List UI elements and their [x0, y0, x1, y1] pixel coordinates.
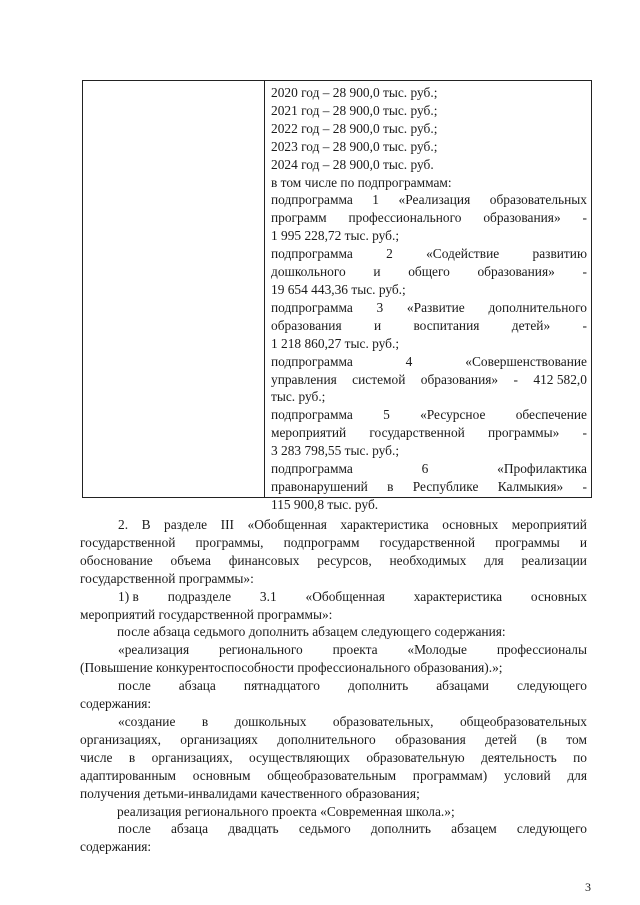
subprogram-5-amount: 3 283 798,55 тыс. руб.;: [271, 443, 400, 459]
quote-3: реализация регионального проекта «Современная школа.»;: [117, 803, 455, 819]
quote-2-line-2: организациях, организациях дополнительного образования детей (в том: [80, 731, 587, 747]
subprogram-1-amount: 1 995 228,72 тыс. руб.;: [271, 228, 400, 244]
subprogram-5-line-2: мероприятий государственной программы» -: [271, 425, 587, 441]
subprogram-4-line-1: подпрограмма 4 «Совершенствование: [271, 353, 587, 369]
subprogram-6-line-1: подпрограмма 6 «Профилактика: [271, 461, 587, 477]
table-left-cell: [83, 81, 264, 497]
quote-line-1: «реализация регионального проекта «Молодые профессионалы: [118, 642, 587, 658]
table-right-cell: [271, 84, 587, 514]
instruction-line-1: после абзаца пятнадцатого дополнить абзацами следующего: [118, 678, 587, 694]
subprogram-1-line-2: программ профессионального образования» -: [271, 210, 587, 226]
amendment-text: [80, 516, 587, 856]
subitem-1-line-2: мероприятий государственной программы»:: [80, 606, 333, 622]
instruction-3-line-2: содержания:: [80, 839, 152, 855]
funding-line: 2022 год – 28 900,0 тыс. руб.;: [271, 120, 438, 136]
funding-line: 2023 год – 28 900,0 тыс. руб.;: [271, 138, 438, 154]
funding-line: 2021 год – 28 900,0 тыс. руб.;: [271, 102, 438, 118]
quote-2-line-3: числе в организациях, осуществляющих образовательную деятельность по: [80, 749, 587, 765]
subprogram-5-line-1: подпрограмма 5 «Ресурсное обеспечение: [271, 407, 587, 423]
paragraph-2-line-2: государственной программы, подпрограмм государственной программы и: [80, 534, 587, 550]
subprogram-4-line-2: управления системой образования» - 412 582,0: [271, 371, 587, 387]
instruction-3-line-1: после абзаца двадцать седьмого дополнить абзацем следующего: [118, 821, 587, 837]
quote-2-line-1: «создание в дошкольных образовательных, общеобразовательных: [118, 713, 587, 729]
paragraph-2-line-3: обоснование объема финансовых ресурсов, необходимых для реализации: [80, 552, 587, 568]
subprogram-2-amount: 19 654 443,36 тыс. руб.;: [271, 281, 406, 297]
subprogram-6-amount: 115 900,8 тыс. руб.: [271, 496, 379, 512]
subprogram-2-line-2: дошкольного и общего образования» -: [271, 264, 587, 280]
subitem-1-line-1: 1) в подразделе 3.1 «Обобщенная характеристика основных: [118, 588, 587, 604]
passport-table: [82, 80, 592, 512]
subprogram-6-line-2: правонарушений в Республике Калмыкия» -: [271, 478, 587, 494]
table-column-divider: [264, 81, 265, 497]
subprograms-intro: в том числе по подпрограммам:: [271, 174, 452, 190]
subprogram-3-amount: 1 218 860,27 тыс. руб.;: [271, 335, 400, 351]
subprogram-3-line-1: подпрограмма 3 «Развитие дополнительного: [271, 299, 587, 315]
subprogram-3-line-2: образования и воспитания детей» -: [271, 317, 587, 333]
quote-line-2: (Повышение конкурентоспособности профессионального образования).»;: [80, 660, 503, 676]
instruction-paragraph: после абзаца седьмого дополнить абзацем следующего содержания:: [117, 624, 506, 640]
page-number: 3: [585, 880, 591, 894]
subprogram-1-line-1: подпрограмма 1 «Реализация образовательных: [271, 192, 587, 208]
quote-2-line-4: адаптированным основным общеобразовательным программам) условий для: [80, 767, 587, 783]
subprogram-2-line-1: подпрограмма 2 «Содействие развитию: [271, 246, 587, 262]
funding-line: 2024 год – 28 900,0 тыс. руб.: [271, 156, 434, 172]
subprogram-4-amount: тыс. руб.;: [271, 389, 326, 405]
instruction-line-2: содержания:: [80, 696, 152, 712]
paragraph-2-line-4: государственной программы»:: [80, 570, 254, 586]
funding-line: 2020 год – 28 900,0 тыс. руб.;: [271, 85, 438, 100]
quote-2-line-5: получения детьми-инвалидами качественного образования;: [80, 785, 420, 801]
paragraph-2-line-1: 2. В разделе III «Обобщенная характеристика основных мероприятий: [118, 517, 587, 532]
